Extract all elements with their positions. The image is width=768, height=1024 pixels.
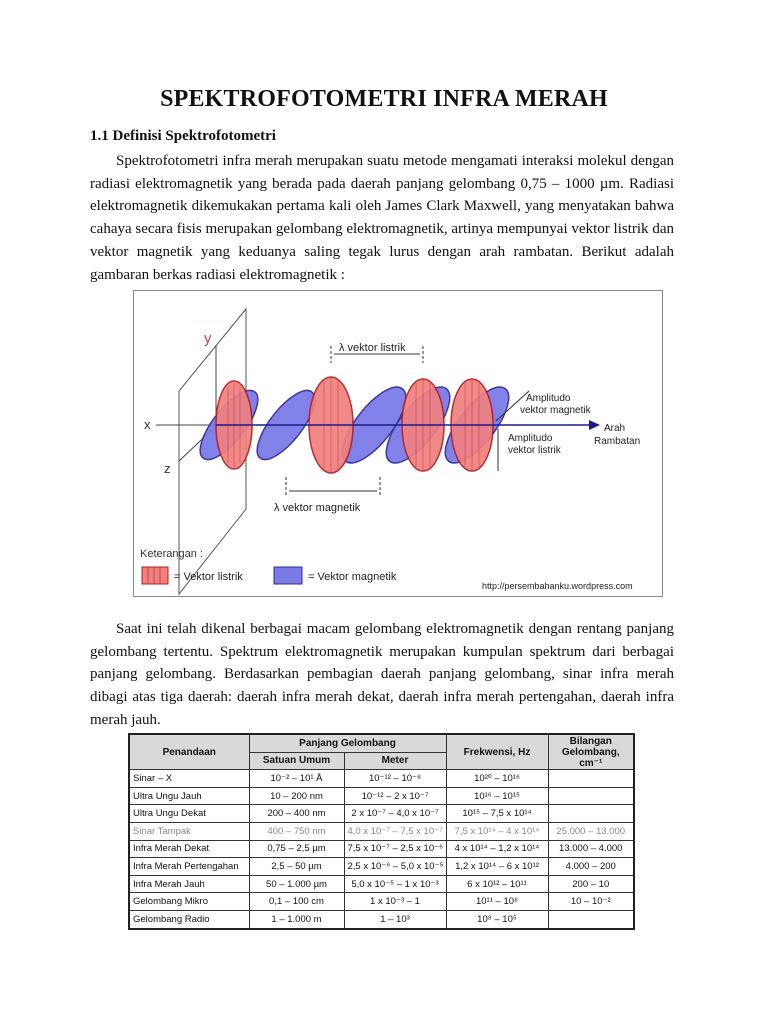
label-amp-listrik-1: Amplitudo (508, 433, 553, 444)
em-wave-figure (133, 290, 663, 597)
cell-name: Gelombang Mikro (129, 893, 249, 911)
section-heading: 1.1 Definisi Spektrofotometri (90, 128, 276, 144)
cell-bilangan: 10 – 10⁻² (548, 893, 634, 911)
cell-satuan: 0,1 – 100 cm (249, 893, 344, 911)
em-wave-diagram (134, 291, 662, 596)
cell-meter: 1 x 10⁻³ – 1 (344, 893, 446, 911)
cell-name: Sinar Tampak (129, 822, 249, 840)
cell-frek: 10⁸ – 10⁵ (446, 910, 548, 928)
table-row (129, 858, 634, 876)
cell-meter: 10⁻¹² – 10⁻⁸ (344, 770, 446, 788)
cell-satuan: 0,75 – 2,5 µm (249, 840, 344, 858)
cell-meter: 4,0 x 10⁻⁷ – 7,5 x 10⁻⁷ (344, 822, 446, 840)
table-row (129, 893, 634, 911)
header-bilangan-line-2: Gelombang, (561, 746, 620, 758)
cell-meter: 1 – 10³ (344, 910, 446, 928)
cell-frek: 10¹¹ – 10⁸ (446, 893, 548, 911)
table-row (129, 805, 634, 823)
label-z: z (164, 461, 171, 476)
cell-meter: 2,5 x 10⁻⁶ – 5,0 x 10⁻⁵ (344, 858, 446, 876)
label-amp-magnetik-2: vektor magnetik (520, 405, 591, 416)
cell-name: Ultra Ungu Dekat (129, 805, 249, 823)
legend-swatch-electric (142, 567, 168, 584)
cell-name: Gelombang Radio (129, 910, 249, 928)
header-penandaan: Penandaan (129, 734, 249, 770)
cell-name: Ultra Ungu Jauh (129, 787, 249, 805)
table-row (129, 787, 634, 805)
page-title: SPEKTROFOTOMETRI INFRA MERAH (160, 86, 608, 112)
cell-satuan: 400 – 750 nm (249, 822, 344, 840)
label-lambda-listrik: λ vektor listrik (339, 342, 406, 354)
cell-frek: 7,5 x 10¹⁴ – 4 x 10¹⁴ (446, 822, 548, 840)
header-bilangan (548, 734, 634, 770)
em-spectrum-table (128, 733, 635, 930)
cell-bilangan: 13.000 – 4.000 (548, 840, 634, 858)
cell-frek: 6 x 10¹² – 10¹¹ (446, 875, 548, 893)
table-row (129, 840, 634, 858)
label-y: y (204, 330, 212, 347)
label-lambda-magnetik: λ vektor magnetik (274, 502, 361, 514)
cell-frek: 10¹⁶ – 10¹⁵ (446, 787, 548, 805)
cell-meter: 10⁻¹² – 2 x 10⁻⁷ (344, 787, 446, 805)
table-row (129, 875, 634, 893)
cell-frek: 1,2 x 10¹⁴ – 6 x 10¹² (446, 858, 548, 876)
label-x: x (144, 417, 151, 432)
cell-bilangan (548, 770, 634, 788)
table-row (129, 770, 634, 788)
table-row (129, 910, 634, 928)
cell-frek: 10²⁰ – 10¹⁶ (446, 770, 548, 788)
legend-label-electric: = Vektor listrik (174, 571, 243, 583)
cell-satuan: 10 – 200 nm (249, 787, 344, 805)
cell-meter: 7,5 x 10⁻⁷ – 2,5 x 10⁻⁶ (344, 840, 446, 858)
propagation-arrowhead (589, 420, 600, 430)
header-frekwensi: Frekwensi, Hz (446, 734, 548, 770)
cell-name: Infra Merah Dekat (129, 840, 249, 858)
label-arah-rambatan-2: Rambatan (594, 436, 641, 447)
header-panjang-gelombang: Panjang Gelombang (249, 734, 446, 752)
figure-source: http://persembahanku.wordpress.com (482, 581, 633, 591)
cell-frek: 4 x 10¹⁴ – 1,2 x 10¹⁴ (446, 840, 548, 858)
cell-bilangan (548, 805, 634, 823)
cell-meter: 5,0 x 10⁻⁵ – 1 x 10⁻³ (344, 875, 446, 893)
cell-satuan: 50 – 1.000 µm (249, 875, 344, 893)
label-amp-magnetik-1: Amplitudo (526, 393, 571, 404)
cell-satuan: 2,5 – 50 µm (249, 858, 344, 876)
label-arah-rambatan-1: Arah (604, 423, 626, 434)
cell-meter: 2 x 10⁻⁷ – 4,0 x 10⁻⁷ (344, 805, 446, 823)
header-bilangan-line-3: cm⁻¹ (579, 757, 603, 769)
paragraph-spectrum: Saat ini telah dikenal berbagai macam gelombang elektromagnetik dengan rentang panjang gelombang tertentu. Spektrum elektromagnetik merupakan kumpulan spektrum dari berbagai panjang gelombang. Berdasarkan pembagian daerah panjang gelombang, sinar infra merah dibagi atas tiga daerah: daerah infra merah dekat, daerah infra merah pertengahan, daerah infra merah jauh. (90, 621, 674, 728)
cell-name: Sinar – X (129, 770, 249, 788)
header-meter: Meter (344, 752, 446, 770)
em-spectrum-table-wrap (128, 733, 633, 929)
cell-satuan: 200 – 400 nm (249, 805, 344, 823)
legend-label-magnetic: = Vektor magnetik (308, 571, 397, 583)
cell-bilangan (548, 787, 634, 805)
cell-frek: 10¹⁵ – 7,5 x 10¹⁴ (446, 805, 548, 823)
label-amp-listrik-2: vektor listrik (508, 445, 561, 456)
cell-bilangan: 25.000 – 13.000 (548, 822, 634, 840)
header-bilangan-line-1: Bilangan (569, 735, 612, 747)
legend-swatch-magnetic (274, 567, 302, 584)
cell-bilangan (548, 910, 634, 928)
cell-satuan: 10⁻² – 10¹ Å (249, 770, 344, 788)
paragraph-definition: Spektrofotometri infra merah merupakan suatu metode mengamati interaksi molekul dengan radiasi elektromagnetik yang berada pada daerah panjang gelombang 0,75 – 1000 µm. Radiasi elektromagnetik dikemukakan pertama kali oleh James Clark Maxwell, yang menyatakan bahwa cahaya secara fisis merupakan gelombang elektromagnetik, artinya mempunyai vektor listrik dan vektor magnetik yang keduanya saling tegak lurus dengan arah rambatan. Berikut adalah gambaran berkas radiasi elektromagnetik : (90, 153, 674, 283)
cell-bilangan: 200 – 10 (548, 875, 634, 893)
label-keterangan: Keterangan : (140, 548, 203, 560)
cell-name: Infra Merah Jauh (129, 875, 249, 893)
header-satuan-umum: Satuan Umum (249, 752, 344, 770)
table-row (129, 822, 634, 840)
cell-satuan: 1 – 1.000 m (249, 910, 344, 928)
cell-bilangan: 4.000 – 200 (548, 858, 634, 876)
cell-name: Infra Merah Pertengahan (129, 858, 249, 876)
